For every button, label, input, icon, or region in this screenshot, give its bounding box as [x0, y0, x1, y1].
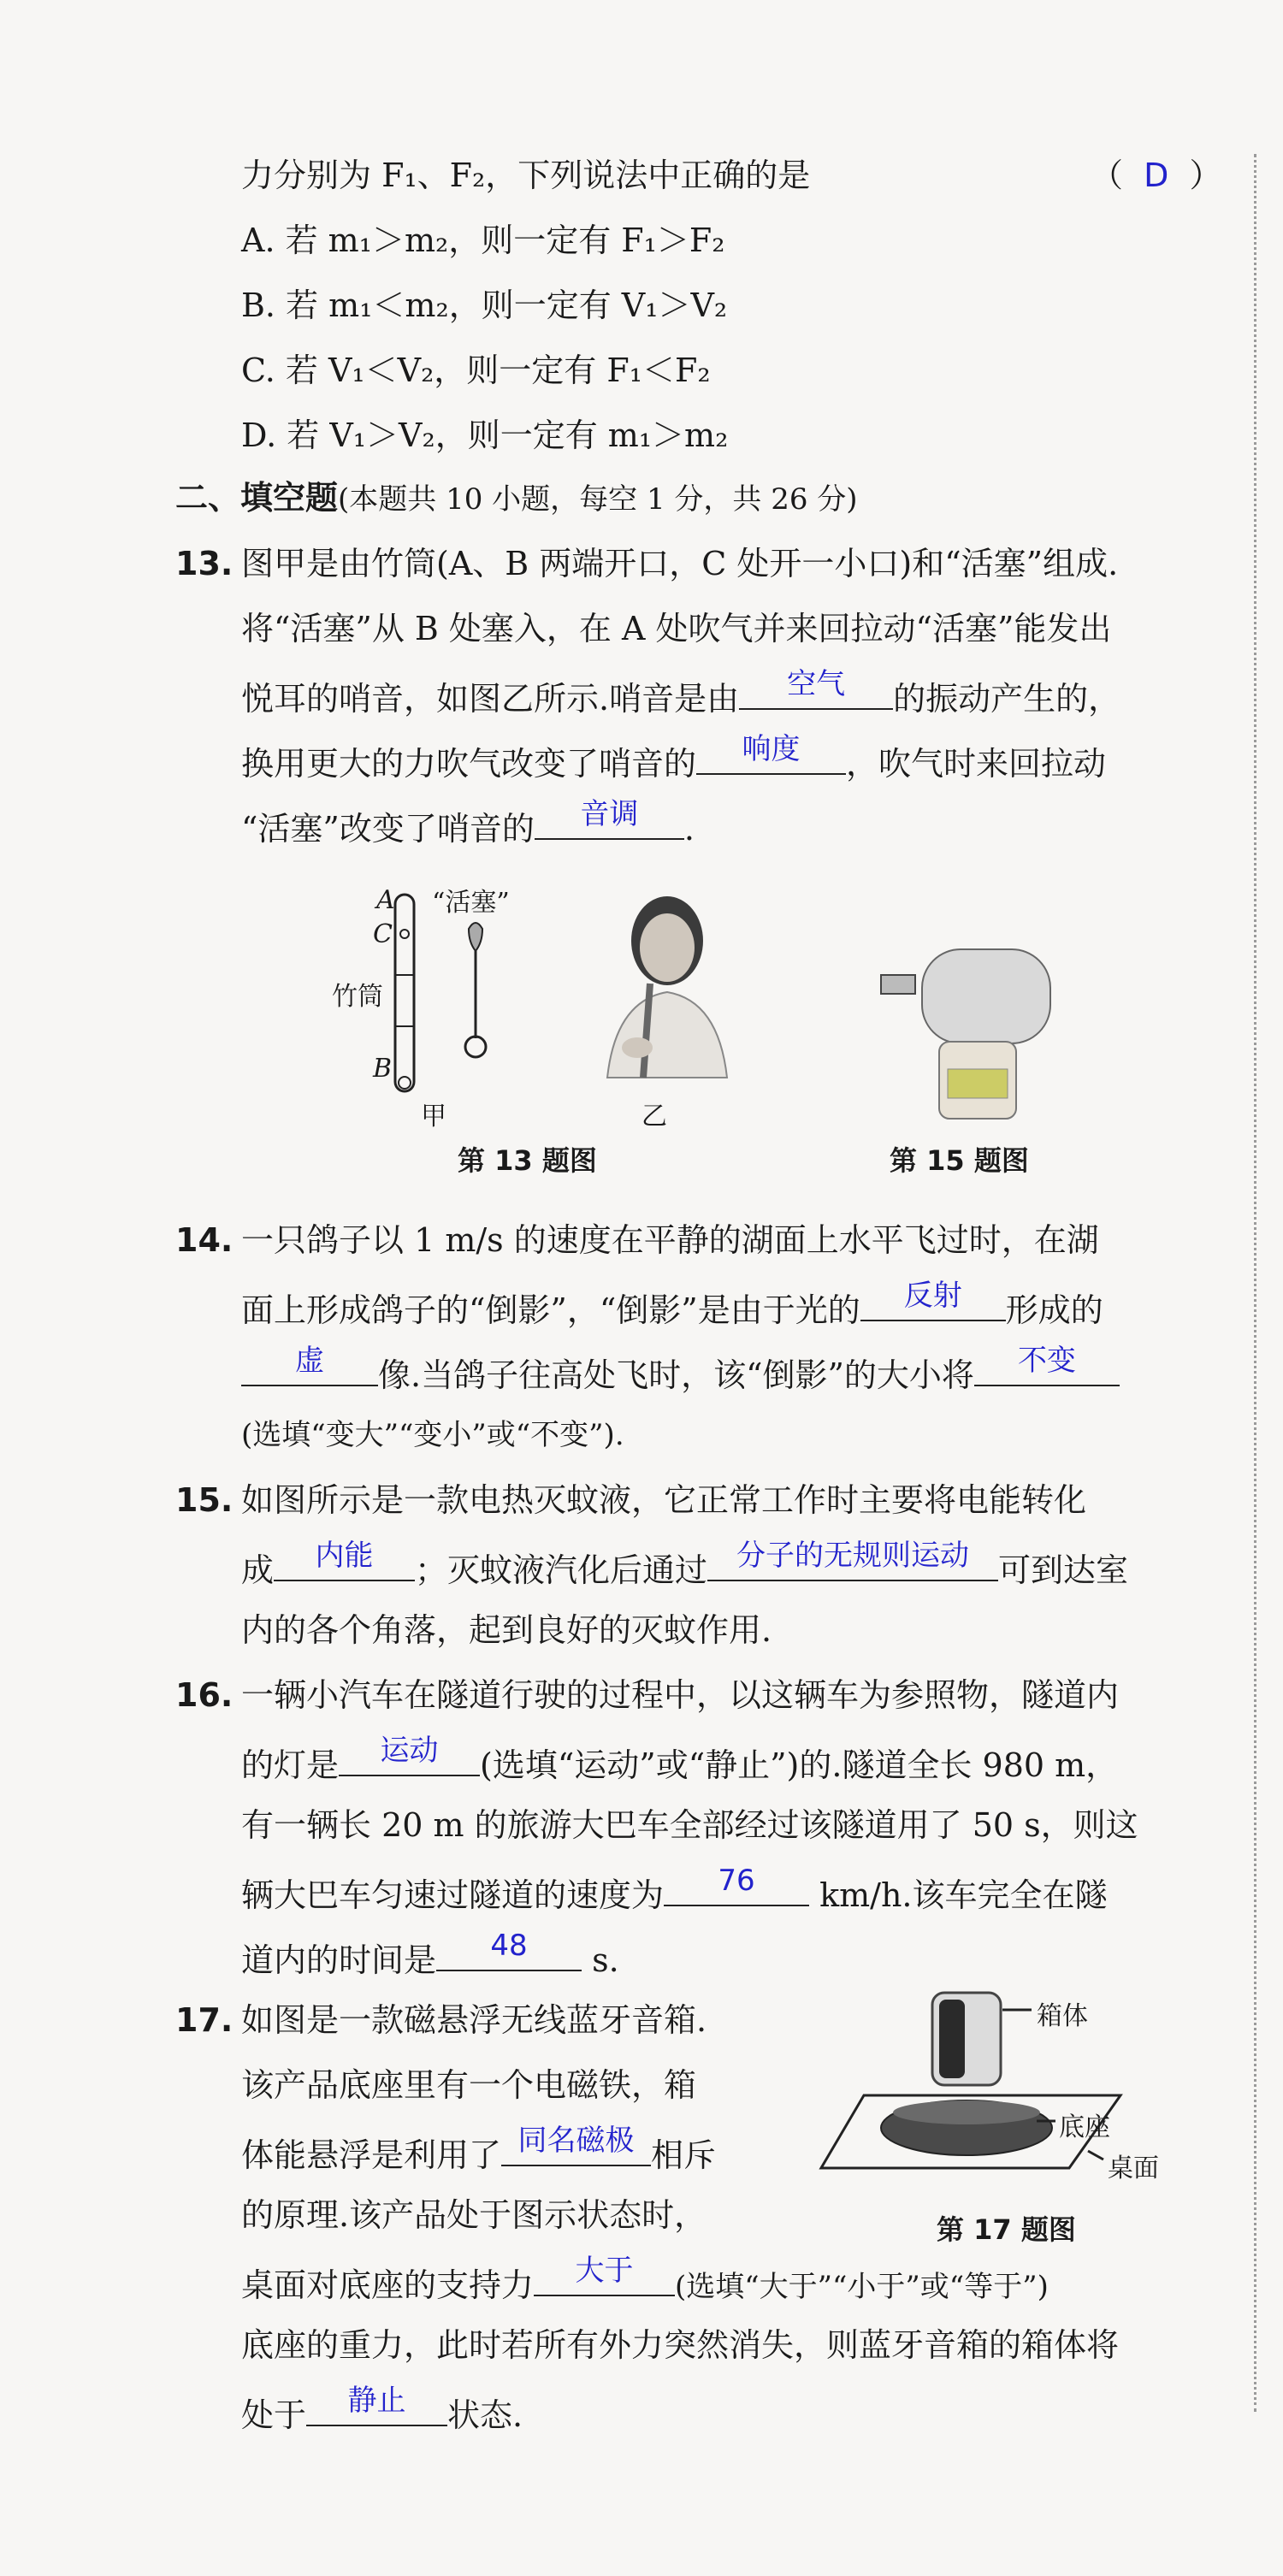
- fig13-caption: 第 13 题图: [458, 1144, 597, 1177]
- q16-blank2: [664, 1864, 809, 1906]
- q15-line2: [241, 1539, 1129, 1592]
- q14-answer3: 不变: [1017, 1344, 1076, 1378]
- margin-dotted-line: [1254, 154, 1256, 2412]
- q16-line2: [241, 1734, 1119, 1787]
- q17-answer1: 同名磁极: [517, 2124, 635, 2158]
- q16-blank1: [339, 1734, 480, 1776]
- q15-answer1: 内能: [315, 1539, 374, 1573]
- q17-line3: [241, 2124, 717, 2177]
- q17-line5-a: 桌面对底座的支持力: [241, 2266, 535, 2304]
- base-top: [893, 2100, 1040, 2124]
- q12-answer-close: ）: [1189, 157, 1222, 194]
- q17-line3-b: 相斥: [651, 2136, 717, 2174]
- heater-body: [922, 949, 1050, 1043]
- q13-answer2: 响度: [742, 732, 801, 766]
- fig17-label-desk: 桌面: [1108, 2154, 1159, 2183]
- q14-line2-a: 面上形成鸽子的“倒影”，“倒影”是由于光的: [241, 1291, 860, 1329]
- q15-line2-a: 成: [241, 1551, 275, 1589]
- q15-answer2: 分子的无规则运动: [736, 1539, 970, 1573]
- section-note: (本题共 10 小题，每空 1 分，共 26 分): [338, 482, 858, 517]
- q16-line2-b: (选填“运动”或“静止”)的.隧道全长 980 m，: [480, 1746, 1119, 1784]
- q12-option-b: B. 若 m₁＜m₂，则一定有 V₁＞V₂: [241, 287, 728, 324]
- q13-line5-a: “活塞”改变了哨音的: [241, 810, 535, 848]
- q13-line1: 图甲是由竹筒(A、B 两端开口，C 处开一小口)和“活塞”组成.: [241, 545, 1119, 582]
- bottle-label: [948, 1069, 1008, 1098]
- q13-line3-a: 悦耳的哨音，如图乙所示.哨音是由: [241, 680, 740, 718]
- q17-number: 17.: [175, 2001, 234, 2039]
- q16-answer3: 48: [490, 1929, 528, 1963]
- fig13-label-tube: 竹筒: [332, 982, 383, 1012]
- q16-line4-b: km/h.该车完全在隧: [809, 1876, 1108, 1914]
- q13-number: 13.: [175, 545, 234, 582]
- q12-option-d: D. 若 V₁＞V₂，则一定有 m₁＞m₂: [241, 417, 729, 454]
- q14-answer2: 虚: [295, 1344, 324, 1378]
- q13-answer3: 音调: [580, 797, 639, 831]
- q17-line6: 底座的重力，此时若所有外力突然消失，则蓝牙音箱的箱体将: [241, 2326, 1120, 2364]
- q17-line7: [241, 2384, 523, 2437]
- q15-number: 15.: [175, 1481, 234, 1519]
- q13-line3-b: 的振动产生的，: [893, 680, 1121, 718]
- q12-option-c: C. 若 V₁＜V₂，则一定有 F₁＜F₂: [241, 352, 711, 389]
- q15-blank2: [707, 1539, 998, 1581]
- q13-line4-b: ，吹气时来回拉动: [846, 745, 1107, 783]
- q17-line4: 的原理.该产品处于图示状态时，: [241, 2196, 707, 2234]
- q15-line2-c: 可到达室: [998, 1551, 1129, 1589]
- q13-line2: 将“活塞”从 B 处塞入，在 A 处吹气并来回拉动“活塞”能发出: [241, 610, 1112, 647]
- speaker-grille: [939, 2000, 965, 2078]
- q12-option-a: A. 若 m₁＞m₂，则一定有 F₁＞F₂: [241, 222, 725, 259]
- q16-line5-b: s.: [582, 1941, 619, 1979]
- q17-blank1: [501, 2124, 651, 2166]
- fig17-label-base: 底座: [1059, 2112, 1110, 2142]
- q17-line3-a: 体能悬浮是利用了: [241, 2136, 502, 2174]
- fig15-mosquito-liquid-heater: [855, 941, 1078, 1129]
- fig17-caption: 第 17 题图: [937, 2213, 1076, 2246]
- bamboo-tube: [395, 895, 414, 1091]
- fig13-label-b: B: [373, 1054, 393, 1084]
- q14-blank1: [860, 1279, 1006, 1321]
- q17-line1: 如图是一款磁悬浮无线蓝牙音箱.: [241, 2001, 707, 2039]
- fig13-label-a: A: [376, 885, 395, 915]
- q14-line3-a: 像.当鸽子往高处飞时，该“倒影”的大小将: [378, 1356, 974, 1394]
- plunger-ring: [465, 1037, 486, 1057]
- q14-line2: [241, 1279, 1103, 1332]
- fig17-label-box: 箱体: [1037, 2001, 1088, 2031]
- q14-number: 14.: [175, 1221, 234, 1259]
- q13-line4-a: 换用更大的力吹气改变了哨音的: [241, 745, 697, 783]
- q13-blank1: [739, 667, 893, 710]
- q16-blank3: [436, 1929, 582, 1971]
- fig13-label-yi: 乙: [642, 1102, 667, 1131]
- fig13-label-c: C: [373, 919, 393, 949]
- q13-blank3: [535, 797, 684, 840]
- q14-blank3: [974, 1344, 1120, 1386]
- q15-line1: 如图所示是一款电热灭蚊液，它正常工作时主要将电能转化: [241, 1481, 1087, 1519]
- q13-blank2: [696, 732, 846, 775]
- q17-line5: [241, 2254, 1049, 2308]
- tube-opening-b: [399, 1077, 411, 1089]
- q16-line4: [241, 1864, 1108, 1917]
- q12-answer: D: [1144, 157, 1169, 194]
- q14-line4: (选填“变大”“变小”或“不变”).: [241, 1418, 624, 1452]
- q17-line7-a: 处于: [241, 2396, 307, 2434]
- fig13-label-jia: 甲: [421, 1102, 446, 1131]
- q13-answer1: 空气: [787, 667, 846, 701]
- q14-line2-b: 形成的: [1005, 1291, 1103, 1329]
- q12-answer-bracket: [1091, 154, 1221, 197]
- q15-line2-b: ；灭蚊液汽化后通过: [415, 1551, 708, 1589]
- girl-blowing-photo: [607, 896, 727, 1078]
- q16-answer2: 76: [718, 1864, 755, 1898]
- q13-line4: [241, 732, 1107, 785]
- section-heading: [175, 476, 858, 521]
- fig13-label-plunger: “活塞”: [432, 888, 510, 918]
- q16-line1: 一辆小汽车在隧道行驶的过程中，以这辆车为参照物，隧道内: [241, 1676, 1120, 1714]
- q17-answer2: 大于: [575, 2254, 634, 2288]
- plug: [881, 975, 915, 994]
- plunger-head: [469, 923, 482, 951]
- q13-line3: [241, 667, 1121, 720]
- q17-line7-b: 状态.: [447, 2396, 523, 2434]
- q17-line5-b: (选填“大于”“小于”或“等于”): [675, 2270, 1049, 2304]
- q15-line3: 内的各个角落，起到良好的灭蚊作用.: [241, 1611, 772, 1649]
- fig15-caption: 第 15 题图: [890, 1144, 1029, 1177]
- q16-line5: [241, 1929, 619, 1982]
- tube-hole-c: [400, 930, 409, 938]
- q12-answer-open: （: [1091, 157, 1124, 194]
- q16-line4-a: 辆大巴车匀速过隧道的速度为: [241, 1876, 665, 1914]
- q17-line2: 该产品底座里有一个电磁铁，箱: [241, 2066, 697, 2104]
- q13-line5: [241, 797, 695, 850]
- q16-line2-a: 的灯是: [241, 1746, 340, 1784]
- q15-blank1: [274, 1539, 415, 1581]
- section-title: 二、填空题: [175, 479, 339, 517]
- q13-line5-b: .: [683, 810, 695, 848]
- q14-answer1: 反射: [903, 1279, 962, 1313]
- q17-blank2: [534, 2254, 675, 2296]
- q16-line5-a: 道内的时间是: [241, 1941, 437, 1979]
- q14-line1: 一只鸽子以 1 m/s 的速度在平静的湖面上水平飞过时，在湖: [241, 1221, 1099, 1259]
- q16-answer1: 运动: [380, 1734, 439, 1768]
- q12-stem: 力分别为 F₁、F₂，下列说法中正确的是: [241, 157, 811, 194]
- q17-answer3: 静止: [347, 2384, 406, 2418]
- q14-line3: [241, 1344, 1120, 1397]
- desk-pointer: [1088, 2151, 1103, 2159]
- q17-blank3: [306, 2384, 447, 2426]
- q14-blank2: [241, 1344, 378, 1386]
- q16-line3: 有一辆长 20 m 的旅游大巴车全部经过该隧道用了 50 s，则这: [241, 1806, 1138, 1844]
- q16-number: 16.: [175, 1676, 234, 1714]
